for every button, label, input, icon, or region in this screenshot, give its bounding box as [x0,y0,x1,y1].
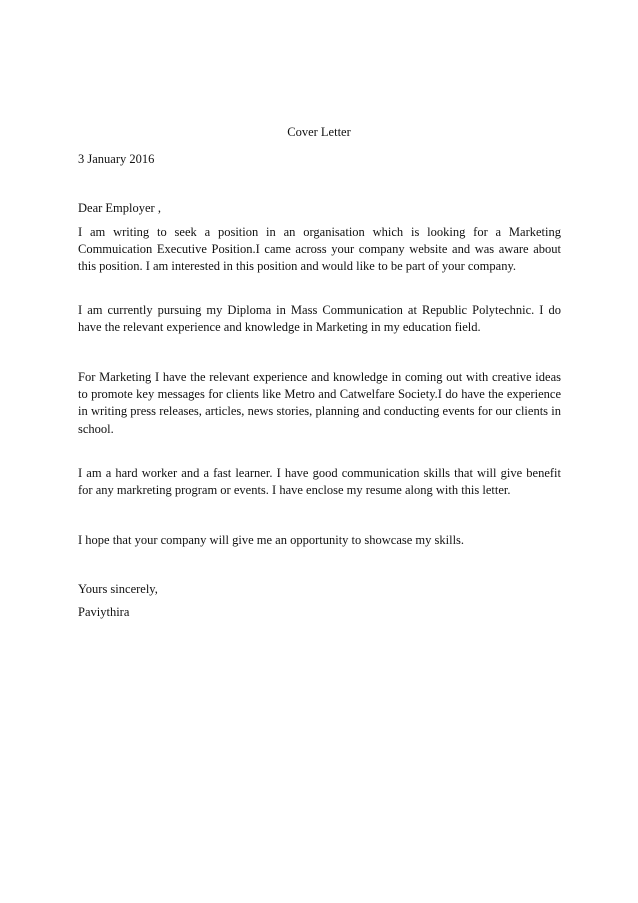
closing-phrase: Yours sincerely, [78,582,158,596]
signature-name: Paviythira [78,605,130,619]
paragraph-education: I am currently pursuing my Diploma in Mass Communication at Republic Polytechnic. I do have the relevant experience and knowledge in Marketing in my education field. [78,303,561,335]
document-title: Cover Letter [287,125,351,139]
paragraph-experience: For Marketing I have the relevant experience and knowledge in coming out with creative ideas to promote key messages for clients like Metro and Catwelfare Society.I do have the experience in writing press releases, articles, news stories, planning and conducting events for our clients in school. [78,370,561,436]
salutation: Dear Employer , [78,201,161,215]
paragraph-closing-request: I hope that your company will give me an opportunity to showcase my skills. [78,533,465,547]
paragraph-qualities: I am a hard worker and a fast learner. I have good communication skills that will give benefit for any markreting program or events. I have enclose my resume along with this letter. [78,466,561,498]
letter-date: 3 January 2016 [78,152,155,166]
paragraph-intro: I am writing to seek a position in an organisation which is looking for a Marketing Commuication Executive Position.I came across your company website and was aware about this position. I am interested in this position and would like to be part of your company. [78,225,561,274]
